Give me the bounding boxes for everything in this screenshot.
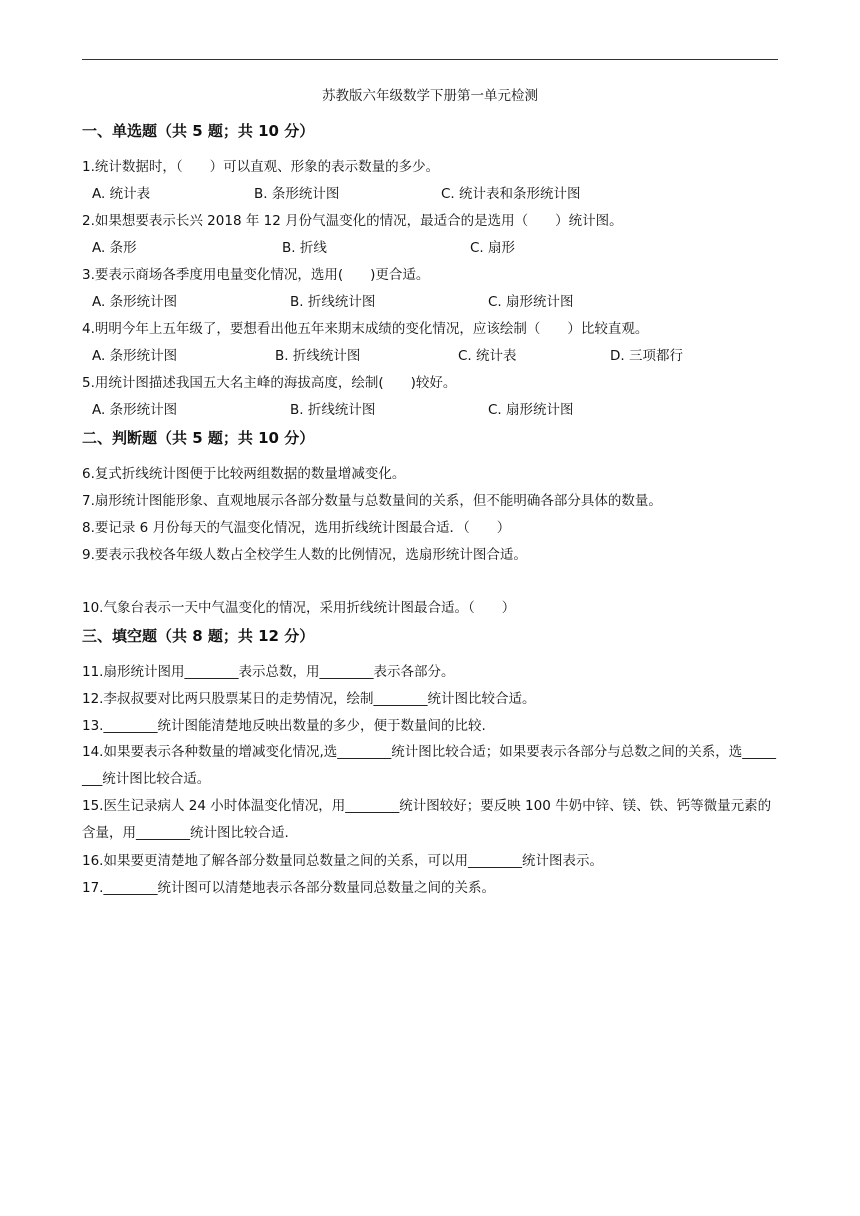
question-5-option-c: C. 扇形统计图 [488,402,574,418]
question-2-option-a: A. 条形 [92,240,137,256]
question-4-option-c: C. 统计表 [458,348,517,364]
question-3-option-c: C. 扇形统计图 [488,294,574,310]
question-14: 14.如果要表示各种数量的增减变化情况,选________统计图比较合适；如果要表示各部分与总数之间的关系，选________统计图比较合适。 [82,744,777,787]
question-17: 17.________统计图可以清楚地表示各部分数量同总数量之间的关系。 [82,880,495,896]
question-7: 7.扇形统计图能形象、直观地展示各部分数量与总数量间的关系，但不能明确各部分具体的数量。 [82,493,662,509]
header-rule [82,59,778,60]
question-4: 4.明明今年上五年级了，要想看出他五年来期末成绩的变化情况，应该绘制（ ）比较直观。 [82,321,649,337]
question-1-option-a: A. 统计表 [92,186,151,202]
section-heading-true-false: 二、判断题（共 5 题；共 10 分） [82,429,315,447]
question-5: 5.用统计图描述我国五大名主峰的海拔高度，绘制( )较好。 [82,375,457,391]
question-3-option-a: A. 条形统计图 [92,294,178,310]
section-heading-single-choice: 一、单选题（共 5 题；共 10 分） [82,122,315,140]
question-15: 15.医生记录病人 24 小时体温变化情况，用________统计图较好；要反映 100 牛奶中锌、镁、铁、钙等微量元素的含量，用________统计图比较合适. [82,798,772,841]
question-5-option-b: B. 折线统计图 [290,402,376,418]
question-11: 11.扇形统计图用________表示总数，用________表示各部分。 [82,664,455,680]
question-3: 3.要表示商场各季度用电量变化情况，选用( )更合适。 [82,267,430,283]
question-9: 9.要表示我校各年级人数占全校学生人数的比例情况，选扇形统计图合适。 [82,547,527,563]
section-heading-fill-in: 三、填空题（共 8 题；共 12 分） [82,627,315,645]
question-12: 12.李叔叔要对比两只股票某日的走势情况，绘制________统计图比较合适。 [82,691,536,707]
question-4-option-b: B. 折线统计图 [275,348,361,364]
question-5-option-a: A. 条形统计图 [92,402,178,418]
question-2-option-b: B. 折线 [282,240,327,256]
question-10: 10.气象台表示一天中气温变化的情况，采用折线统计图最合适。（ ） [82,600,516,616]
question-2: 2.如果想要表示长兴 2018 年 12 月份气温变化的情况，最适合的是选用（ ）统计图。 [82,213,623,229]
question-1-option-b: B. 条形统计图 [254,186,340,202]
question-4-option-d: D. 三项都行 [610,348,683,364]
question-2-option-c: C. 扇形 [470,240,516,256]
question-3-option-b: B. 折线统计图 [290,294,376,310]
document-title: 苏教版六年级数学下册第一单元检测 [322,88,538,104]
question-1: 1.统计数据时，（ ）可以直观、形象的表示数量的多少。 [82,159,440,175]
question-8: 8.要记录 6 月份每天的气温变化情况，选用折线统计图最合适．（ ） [82,520,511,536]
question-13: 13.________统计图能清楚地反映出数量的多少，便于数量间的比较. [82,718,486,734]
question-6: 6.复式折线统计图便于比较两组数据的数量增减变化。 [82,466,406,482]
question-4-option-a: A. 条形统计图 [92,348,178,364]
question-16: 16.如果要更清楚地了解各部分数量同总数量之间的关系，可以用________统计图表示。 [82,853,603,869]
question-1-option-c: C. 统计表和条形统计图 [441,186,581,202]
